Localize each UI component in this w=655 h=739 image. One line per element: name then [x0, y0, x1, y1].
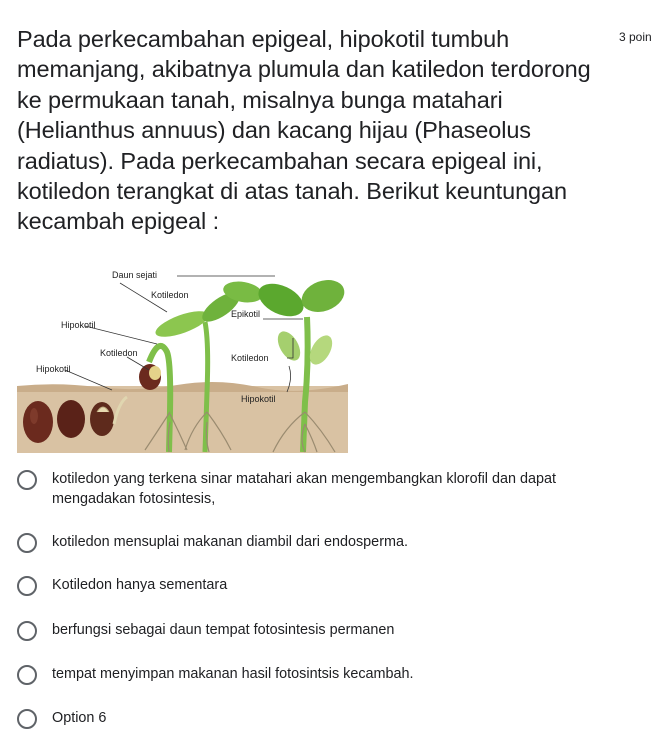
seedling-3-cotyledon-left	[153, 306, 212, 342]
option-2[interactable]	[17, 532, 637, 553]
option-label: tempat menyimpan makanan hasil fotosintsis kecambah.	[52, 666, 414, 682]
label-hipokotil-left: Hipokotil	[36, 364, 71, 374]
epigeal-germination-figure	[17, 262, 348, 453]
radio-button[interactable]	[17, 576, 37, 596]
points-label: 3 poin	[619, 30, 652, 44]
label-hipokotil-right: Hipokotil	[241, 394, 276, 404]
label-kotiledon-right: Kotiledon	[231, 353, 269, 363]
option-label: Kotiledon hanya sementara	[52, 577, 228, 593]
option-label: kotiledon mensuplai makanan diambil dari endosperma.	[52, 534, 408, 550]
radio-button[interactable]	[17, 470, 37, 490]
label-epikotil: Epikotil	[231, 309, 261, 319]
seed-1	[23, 401, 53, 443]
label-hipokotil-upper: Hipokotil	[61, 320, 96, 330]
label-daun-sejati: Daun sejati	[112, 270, 158, 280]
label-kotiledon-top: Kotiledon	[151, 290, 189, 300]
radio-button[interactable]	[17, 665, 37, 685]
radio-button[interactable]	[17, 621, 37, 641]
option-6[interactable]	[17, 708, 637, 729]
radio-button[interactable]	[17, 533, 37, 553]
germination-illustration	[17, 262, 348, 453]
seedling-4-leaf-right	[297, 274, 348, 317]
option-5[interactable]	[17, 664, 637, 685]
option-1[interactable]	[17, 469, 637, 509]
seedling-4-cotyledon-left	[273, 328, 305, 365]
option-4[interactable]	[17, 620, 637, 641]
label-kotiledon-mid: Kotiledon	[100, 348, 138, 358]
option-3[interactable]	[17, 575, 637, 596]
question-text: Pada perkecambahan epigeal, hipokotil tumbuh memanjang, akibatnya plumula dan katiledon terdorong ke permukaan tanah, misalnya bunga matahari (Helianthus annuus) dan kacang hijau (Phaseolus radiatus). Pada perkecambahan secara epigeal ini, kotiledon terangkat di atas tanah. Berikut keuntungan kecambah epigeal :	[17, 26, 591, 235]
seed-2	[57, 400, 85, 438]
option-label: Option 6	[52, 710, 107, 726]
seedling-4-leaf-left	[253, 277, 308, 323]
option-label: kotiledon yang terkena sinar matahari akan mengembangkan klorofil dan dapat mengadakan fotosintesis,	[52, 471, 556, 507]
option-label: berfungsi sebagai daun tempat fotosintesis permanen	[52, 622, 395, 638]
radio-button[interactable]	[17, 709, 37, 729]
